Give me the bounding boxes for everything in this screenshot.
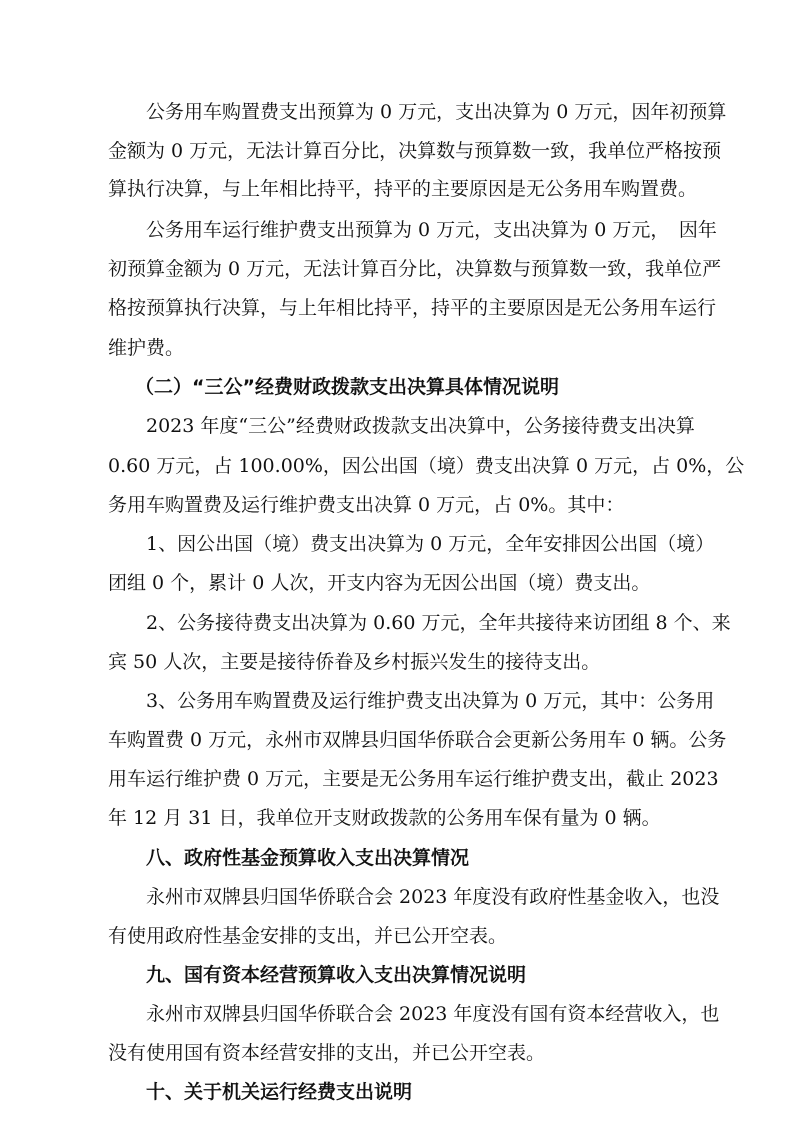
paragraph-1-line-1: 公务用车购置费支出预算为 0 万元，支出决算为 0 万元，因年初预算 <box>146 101 727 123</box>
item-3-line-3: 用车运行维护费 0 万元，主要是无公务用车运行维护费支出，截止 2023 <box>108 768 719 790</box>
section-heading-2: （二）“三公”经费财政拨款支出决算具体情况说明 <box>135 376 559 398</box>
paragraph-2-line-3: 格按预算执行决算，与上年相比持平，持平的主要原因是无公务用车运行 <box>108 297 717 319</box>
section-8-line-1: 永州市双牌县归国华侨联合会 2023 年度没有政府性基金收入，也没 <box>146 886 720 908</box>
section-9-line-2: 没有使用国有资本经营安排的支出，并已公开空表。 <box>108 1042 546 1064</box>
paragraph-1-line-2: 金额为 0 万元，无法计算百分比，决算数与预算数一致，我单位严格按预 <box>108 140 722 162</box>
section-heading-8: 八、政府性基金预算收入支出决算情况 <box>146 847 470 869</box>
paragraph-1-line-3: 算执行决算，与上年相比持平，持平的主要原因是无公务用车购置费。 <box>108 178 698 200</box>
item-3-line-4: 年 12 月 31 日，我单位开支财政拨款的公务用车保有量为 0 辆。 <box>108 807 661 829</box>
item-1-line-1: 1、因公出国（境）费支出决算为 0 万元，全年安排因公出国（境） <box>146 533 715 555</box>
section-8-line-2: 有使用政府性基金安排的支出，并已公开空表。 <box>108 925 508 947</box>
item-3-line-1: 3、公务用车购置费及运行维护费支出决算为 0 万元，其中：公务用 <box>146 690 715 712</box>
section-heading-9: 九、国有资本经营预算收入支出决算情况说明 <box>146 964 527 986</box>
item-2-line-2: 宾 50 人次，主要是接待侨眷及乡村振兴发生的接待支出。 <box>108 651 601 673</box>
paragraph-3-line-1: 2023 年度“三公”经费财政拨款支出决算中，公务接待费支出决算 <box>146 415 695 437</box>
item-2-line-1: 2、公务接待费支出决算为 0.60 万元，全年共接待来访团组 8 个、来 <box>146 612 731 634</box>
item-1-line-2: 团组 0 个，累计 0 人次，开支内容为无因公出国（境）费支出。 <box>108 572 651 594</box>
paragraph-2-line-2: 初预算金额为 0 万元，无法计算百分比，决算数与预算数一致，我单位严 <box>108 258 722 280</box>
section-heading-10: 十、关于机关运行经费支出说明 <box>146 1081 413 1103</box>
paragraph-3-line-3: 务用车购置费及运行维护费支出决算 0 万元，占 0%。其中： <box>108 494 625 516</box>
paragraph-2-line-1: 公务用车运行维护费支出预算为 0 万元，支出决算为 0 万元， 因年 <box>146 219 717 241</box>
paragraph-2-line-4: 维护费。 <box>108 337 185 359</box>
section-9-line-1: 永州市双牌县归国华侨联合会 2023 年度没有国有资本经营收入，也 <box>146 1003 720 1025</box>
item-3-line-2: 车购置费 0 万元，永州市双牌县归国华侨联合会更新公务用车 0 辆。公务 <box>108 729 727 751</box>
paragraph-3-line-2: 0.60 万元，占 100.00%，因公出国（境）费支出决算 0 万元，占 0%，公 <box>108 455 745 477</box>
